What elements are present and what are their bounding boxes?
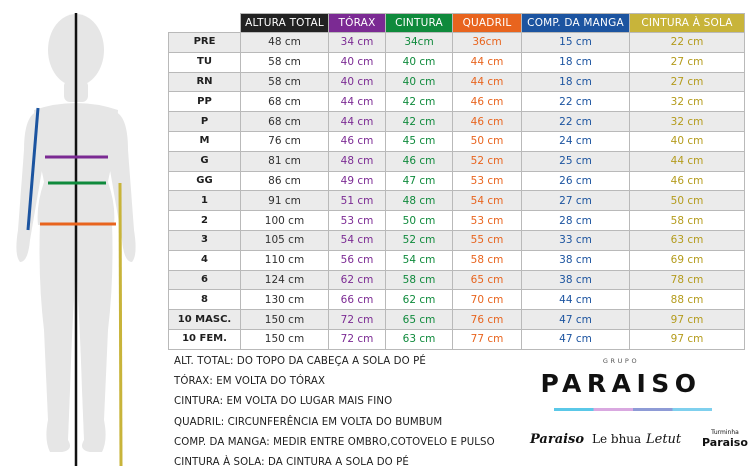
- measurement-cell: 76 cm: [453, 310, 522, 330]
- measurement-cell: 110 cm: [241, 250, 329, 270]
- measurement-cell: 53 cm: [329, 211, 386, 231]
- measurement-cell: 50 cm: [630, 191, 745, 211]
- measurement-cell: 15 cm: [522, 33, 630, 53]
- measurement-cell: 66 cm: [329, 290, 386, 310]
- measurement-cell: 81 cm: [241, 151, 329, 171]
- size-label: 4: [169, 250, 241, 270]
- measurement-cell: 105 cm: [241, 230, 329, 250]
- table-row: [169, 33, 745, 53]
- size-label: 2: [169, 211, 241, 231]
- size-label: 3: [169, 230, 241, 250]
- measurement-cell: 44 cm: [329, 92, 386, 112]
- legend-item-sleeve: COMP. DA MANGA: MEDIR ENTRE OMBRO,COTOVELO E PULSO: [174, 436, 495, 448]
- measurement-cell: 32 cm: [630, 112, 745, 132]
- measurement-cell: 50 cm: [386, 211, 453, 231]
- measurement-cell: 124 cm: [241, 270, 329, 290]
- measurement-cell: 97 cm: [630, 310, 745, 330]
- measurement-cell: 55 cm: [453, 230, 522, 250]
- measurement-cell: 86 cm: [241, 171, 329, 191]
- table-body: [169, 33, 745, 350]
- measurement-cell: 100 cm: [241, 211, 329, 231]
- measurement-legend: [174, 352, 504, 473]
- measurement-cell: 40 cm: [329, 52, 386, 72]
- measurement-cell: 72 cm: [329, 310, 386, 330]
- table-row: [169, 270, 745, 290]
- measurement-cell: 40 cm: [386, 72, 453, 92]
- measurement-cell: 18 cm: [522, 52, 630, 72]
- measurement-cell: 40 cm: [329, 72, 386, 92]
- measurement-cell: 69 cm: [630, 250, 745, 270]
- measurement-cell: 65 cm: [453, 270, 522, 290]
- measurement-cell: 58 cm: [630, 211, 745, 231]
- table-row: [169, 290, 745, 310]
- measurement-cell: 58 cm: [453, 250, 522, 270]
- measurement-cell: 46 cm: [386, 151, 453, 171]
- measurement-cell: 32 cm: [630, 92, 745, 112]
- brand-subtitle: GRUPO: [602, 357, 640, 365]
- table-row: [169, 171, 745, 191]
- logo-turminha-name: Paraiso: [702, 436, 748, 449]
- measurement-cell: 58 cm: [386, 270, 453, 290]
- size-label: RN: [169, 72, 241, 92]
- measurement-cell: 48 cm: [386, 191, 453, 211]
- size-label: GG: [169, 171, 241, 191]
- measurement-cell: 22 cm: [522, 112, 630, 132]
- size-label: TU: [169, 52, 241, 72]
- table-row: [169, 211, 745, 231]
- column-header: COMP. DA MANGA: [522, 14, 630, 33]
- measurement-cell: 46 cm: [630, 171, 745, 191]
- measurement-cell: 58 cm: [241, 72, 329, 92]
- logo-le-bhua: Le bhua: [592, 432, 642, 446]
- measurement-cell: 49 cm: [329, 171, 386, 191]
- measurement-cell: 22 cm: [630, 33, 745, 53]
- size-label: G: [169, 151, 241, 171]
- table-row: [169, 230, 745, 250]
- table-row: [169, 112, 745, 132]
- measurement-cell: 22 cm: [522, 92, 630, 112]
- table-header-row: [169, 14, 745, 33]
- measurement-cell: 68 cm: [241, 92, 329, 112]
- measurement-cell: 27 cm: [630, 52, 745, 72]
- brand-color-bar: [554, 408, 712, 411]
- measurement-cell: 38 cm: [522, 270, 630, 290]
- size-label: 1: [169, 191, 241, 211]
- table-row: [169, 329, 745, 349]
- measurement-cell: 91 cm: [241, 191, 329, 211]
- measurement-cell: 34 cm: [329, 33, 386, 53]
- legend-item-chest: TÓRAX: EM VOLTA DO TÓRAX: [174, 376, 326, 388]
- measurement-cell: 88 cm: [630, 290, 745, 310]
- measurement-cell: 48 cm: [329, 151, 386, 171]
- measurement-cell: 40 cm: [386, 52, 453, 72]
- measurement-cell: 76 cm: [241, 131, 329, 151]
- measurement-cell: 47 cm: [522, 310, 630, 330]
- measurement-cell: 150 cm: [241, 329, 329, 349]
- table-row: [169, 191, 745, 211]
- size-label: 8: [169, 290, 241, 310]
- table-row: [169, 72, 745, 92]
- table-row: [169, 52, 745, 72]
- measurement-cell: 27 cm: [522, 191, 630, 211]
- brand-name: PARAISO: [540, 369, 702, 398]
- size-label: P: [169, 112, 241, 132]
- measurement-cell: 70 cm: [453, 290, 522, 310]
- measurement-cell: 53 cm: [453, 211, 522, 231]
- measurement-cell: 62 cm: [386, 290, 453, 310]
- measurement-cell: 54 cm: [386, 250, 453, 270]
- measurement-cell: 34cm: [386, 33, 453, 53]
- measurement-cell: 77 cm: [453, 329, 522, 349]
- measurement-cell: 27 cm: [630, 72, 745, 92]
- measurement-cell: 46 cm: [329, 131, 386, 151]
- measurement-cell: 53 cm: [453, 171, 522, 191]
- measurement-cell: 44 cm: [329, 112, 386, 132]
- measurement-cell: 24 cm: [522, 131, 630, 151]
- size-label: PRE: [169, 33, 241, 53]
- measurement-cell: 47 cm: [522, 329, 630, 349]
- column-header: CINTURA À SOLA: [630, 14, 745, 33]
- measurement-cell: 78 cm: [630, 270, 745, 290]
- size-label: PP: [169, 92, 241, 112]
- column-header: CINTURA: [386, 14, 453, 33]
- measurement-cell: 72 cm: [329, 329, 386, 349]
- measurement-cell: 63 cm: [386, 329, 453, 349]
- measurement-cell: 68 cm: [241, 112, 329, 132]
- legend-item-waist: CINTURA: EM VOLTA DO LUGAR MAIS FINO: [174, 396, 393, 408]
- brand-block: [526, 352, 748, 472]
- measurement-cell: 25 cm: [522, 151, 630, 171]
- measurement-cell: 44 cm: [630, 151, 745, 171]
- measurement-cell: 50 cm: [453, 131, 522, 151]
- body-measurement-figure: [0, 0, 165, 476]
- size-label: 6: [169, 270, 241, 290]
- logo-letut: Letut: [646, 432, 682, 447]
- measurement-cell: 150 cm: [241, 310, 329, 330]
- logo-tagline: Turminha: [711, 429, 739, 436]
- column-header: QUADRIL: [453, 14, 522, 33]
- measurement-cell: 52 cm: [453, 151, 522, 171]
- legend-item-waist-to-sole: CINTURA À SOLA: DA CINTURA A SOLA DO PÉ: [174, 457, 409, 469]
- measurement-cell: 54 cm: [329, 230, 386, 250]
- legend-item-height: ALT. TOTAL: DO TOPO DA CABEÇA A SOLA DO PÉ: [174, 356, 426, 367]
- waist-to-sole-line: [120, 183, 121, 466]
- measurement-cell: 28 cm: [522, 211, 630, 231]
- measurement-cell: 52 cm: [386, 230, 453, 250]
- measurement-cell: 130 cm: [241, 290, 329, 310]
- measurement-cell: 54 cm: [453, 191, 522, 211]
- size-label: M: [169, 131, 241, 151]
- measurement-cell: 26 cm: [522, 171, 630, 191]
- measurement-cell: 18 cm: [522, 72, 630, 92]
- measurement-cell: 45 cm: [386, 131, 453, 151]
- measurement-cell: 44 cm: [522, 290, 630, 310]
- logo-paraiso: Paraiso: [530, 432, 585, 447]
- measurement-cell: 97 cm: [630, 329, 745, 349]
- size-table: [168, 13, 745, 350]
- table-row: [169, 310, 745, 330]
- measurement-cell: 44 cm: [453, 52, 522, 72]
- measurement-cell: 63 cm: [630, 230, 745, 250]
- measurement-cell: 65 cm: [386, 310, 453, 330]
- column-header: TÓRAX: [329, 14, 386, 33]
- measurement-cell: 42 cm: [386, 92, 453, 112]
- measurement-cell: 42 cm: [386, 112, 453, 132]
- measurement-cell: 38 cm: [522, 250, 630, 270]
- header-corner: [169, 14, 241, 33]
- measurement-cell: 51 cm: [329, 191, 386, 211]
- table-row: [169, 151, 745, 171]
- measurement-cell: 56 cm: [329, 250, 386, 270]
- column-header: ALTURA TOTAL: [241, 14, 329, 33]
- measurement-cell: 36cm: [453, 33, 522, 53]
- logo-turminha-paraiso: [702, 428, 748, 448]
- table-row: [169, 250, 745, 270]
- measurement-cell: 48 cm: [241, 33, 329, 53]
- table-row: [169, 92, 745, 112]
- size-label: 10 FEM.: [169, 329, 241, 349]
- measurement-cell: 40 cm: [630, 131, 745, 151]
- measurement-cell: 46 cm: [453, 112, 522, 132]
- measurement-cell: 46 cm: [453, 92, 522, 112]
- measurement-cell: 44 cm: [453, 72, 522, 92]
- measurement-cell: 33 cm: [522, 230, 630, 250]
- size-label: 10 MASC.: [169, 310, 241, 330]
- legend-item-hip: QUADRIL: CIRCUNFERÊNCIA EM VOLTA DO BUMBUM: [174, 416, 443, 428]
- measurement-cell: 62 cm: [329, 270, 386, 290]
- measurement-cell: 47 cm: [386, 171, 453, 191]
- measurement-cell: 58 cm: [241, 52, 329, 72]
- table-row: [169, 131, 745, 151]
